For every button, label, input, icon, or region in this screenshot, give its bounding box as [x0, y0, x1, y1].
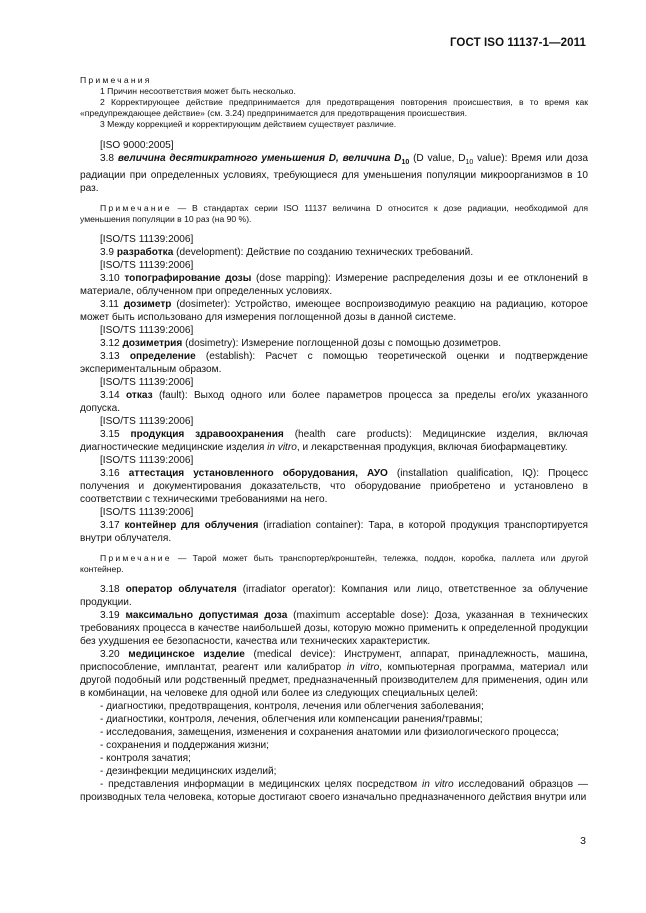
term-3-10: 3.10 топографирование дозы (dose mapping): Измерение распределения дозы и ее отклонений в материале, облученном при определенных условиях. — [80, 273, 588, 298]
list-item: - сохранения и поддержания жизни; — [100, 740, 269, 752]
reference: [ISO/TS 11139:2006] — [100, 416, 194, 428]
note-3-8: Примечание — В стандартах серии ISO 11137 величина D относится к дозе радиации, необходимой для уменьшения популяции в 10 раз (на 90 %). — [80, 203, 589, 225]
notes-block — [80, 75, 588, 130]
page-body — [80, 75, 588, 804]
term-3-20: 3.20 медицинское изделие (medical device): Инструмент, аппарат, принадлежность, машина, приспособление, имплантат, реагент или калибратор in vitro, компьютерная программа, материал или другой подобный или родственный предмет, предназначенный производителем для применения, один или в комбинации, на человеке для одной или более из следующих специальных целей: — [80, 649, 588, 700]
note-item: 2 Корректирующее действие предпринимается для предотвращения повторения происшествия, в то время как «предупреждающее действие» (см. 3.24) предпринимается для предотвращения происшествия. — [80, 97, 588, 118]
note-item: 3 Между коррекцией и корректирующим действием существует различие. — [100, 119, 397, 129]
reference: [ISO/TS 11139:2006] — [100, 507, 194, 519]
term-3-8: 3.8 величина десятикратного уменьшения D, величина $D_{10}$ (D value, $D_{10}$ value): Время или доза радиации при определенных условиях, требующиеся для уменьшения популяции микроорганизмов в 10 раз. — [80, 153, 588, 195]
page-number: 3 — [580, 835, 586, 847]
list-item: - контроля зачатия; — [100, 753, 191, 765]
term-3-13: 3.13 определение (establish): Расчет с помощью теоретической оценки и подтверждение экспериментальным образом. — [80, 351, 588, 376]
list-item: - диагностики, контроля, лечения, облегчения или компенсации ранения/травмы; — [100, 714, 483, 726]
term-3-18: 3.18 оператор облучателя (irradiator operator): Компания или лицо, ответственное за облучение продукции. — [80, 584, 588, 609]
term-3-12: 3.12 дозиметрия (dosimetry): Измерение поглощенной дозы с помощью дозиметров. — [100, 338, 502, 350]
term-3-16: 3.16 аттестация установленного оборудования, АУО (installation qualification, IQ): Процесс получения и документирования доказательств, что оборудование приобретено и установлено в соответствии с техническими требованиями на него. — [80, 468, 589, 506]
list-item: - представления информации в медицинских целях посредством in vitro исследований образцов — производных тела человека, которые достигают своего изначально предназначенного действия внутри или — [80, 779, 588, 804]
reference: [ISO/TS 11139:2006] — [100, 260, 194, 272]
list-item: - исследования, замещения, изменения и сохранения анатомии или физиологического процесса; — [100, 727, 559, 739]
term-3-19: 3.19 максимально допустимая доза (maximum acceptable dose): Доза, указанная в технических требованиях процесса в качестве наибольшей дозы, которую можно применить к определенной продукции без ухудшения ее безопасности, качества или технических характеристик. — [80, 610, 588, 648]
purpose-list — [80, 700, 588, 804]
term-3-11: 3.11 дозиметр (dosimeter): Устройство, имеющее воспроизводимую реакцию на радиацию, которое может быть использовано для измерения поглощенной дозы в данной системе. — [80, 299, 588, 324]
note-3-17: Примечание — Тарой может быть транспортер/кронштейн, тележка, поддон, коробка, паллета или другой контейнер. — [80, 553, 588, 575]
term-3-17: 3.17 контейнер для облучения (irradiation container): Тара, в которой продукция транспортируется внутри облучателя. — [80, 520, 588, 545]
list-item: - диагностики, предотвращения, контроля, лечения или облегчения заболевания; — [100, 701, 484, 713]
term-3-14: 3.14 отказ (fault): Выход одного или более параметров процесса за пределы его/их указанного допуска. — [80, 390, 589, 415]
reference: [ISO 9000:2005] — [100, 140, 174, 151]
reference: [ISO/TS 11139:2006] — [100, 234, 194, 246]
notes-title: Примечания — [80, 75, 152, 85]
term-3-15: 3.15 продукция здравоохранения (health care products): Медицинские изделия, включая диагностические медицинские изделия in vitro, и лекарственная продукция, включая биофармацевтику. — [80, 429, 588, 454]
list-item: - дезинфекции медицинских изделий; — [100, 766, 277, 778]
reference: [ISO/TS 11139:2006] — [100, 455, 194, 467]
reference: [ISO/TS 11139:2006] — [100, 325, 194, 337]
note-item: 1 Причин несоответствия может быть несколько. — [100, 86, 296, 96]
document-header: ГОСТ ISO 11137-1—2011 — [449, 37, 586, 49]
reference: [ISO/TS 11139:2006] — [100, 377, 194, 389]
term-3-9: 3.9 разработка (development): Действие по созданию технических требований. — [100, 247, 474, 259]
